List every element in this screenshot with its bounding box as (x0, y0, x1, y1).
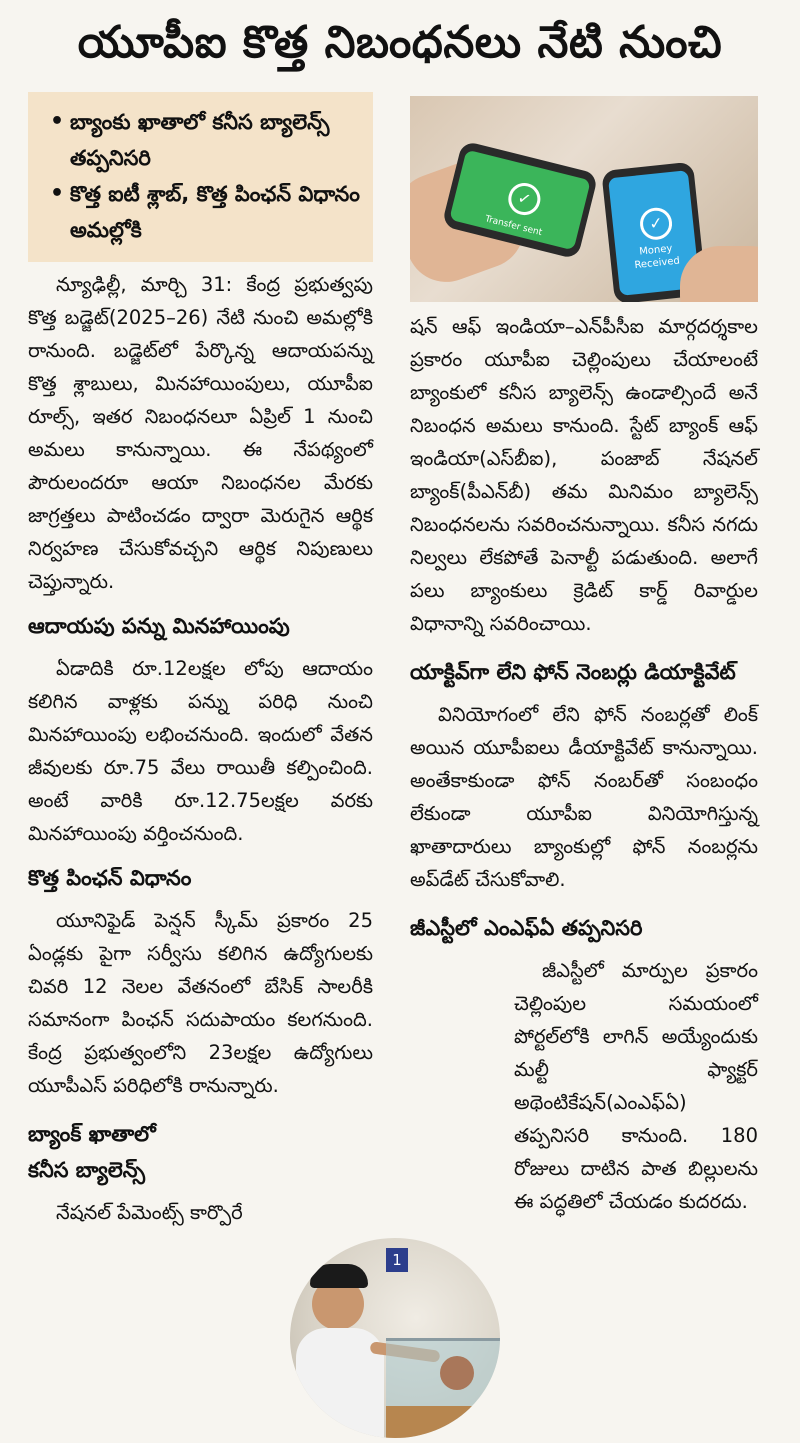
section-body: యూనిఫైడ్ పెన్షన్ స్కీమ్ ప్రకారం 25 ఏండ్లకు పైగా సర్వీసు కలిగిన ఉద్యోగులకు చివరి 12 నెలల వేతనంలో బేసిక్ సాలరీకి సమానంగా పింఛన్ సదుపాయం కలగనుంది. కేంద్ర ప్రభుత్వంలోని 23లక్షల ఉద్యోగులు యూపీఎస్ పరిధిలోకి రానున్నారు. (28, 909, 373, 1097)
phone-right-label: Money Received (633, 243, 681, 272)
customer-hair (310, 1264, 368, 1288)
checkmark-icon: ✓ (505, 180, 544, 219)
bullet-icon: • (50, 109, 65, 134)
highlight-text: బ్యాంకు ఖాతాలో కనీస బ్యాలెన్స్ తప్పనిసరి (70, 110, 330, 170)
section-heading: ఆదాయపు పన్ను మినహాయింపు (28, 614, 290, 638)
counter-desk (386, 1406, 500, 1438)
section-body: జీఎస్టీలో మార్పుల ప్రకారం చెల్లింపుల సమయంలో పోర్టల్‌లోకి లాగిన్ అయ్యేందుకు మల్టీ ఫ్యాక్టర్ అథెంటికేషన్(ఎంఎఫ్ఏ) తప్పనిసరి కానుంది. 180 రోజులు దాటిన పాత బిల్లులను ఈ పద్ధతిలో చేయడం కుదరదు. (514, 959, 758, 1213)
continuation-paragraph: షన్ ఆఫ్ ఇండియా–ఎన్‌పీసీఐ మార్గదర్శకాల ప్రకారం యూపీఐ చెల్లింపులు చేయాలంటే బ్యాంకులో కనీస బ్యాలెన్స్ ఉండాల్సిందే అనే నిబంధన అమలు కానుంది. స్టేట్ బ్యాంక్ ఆఫ్ ఇండియా(ఎస్‌బీఐ), పంజాబ్ నేషనల్ బ్యాంక్(పీఎన్‌బీ) తమ మినిమం బ్యాలెన్స్ నిబంధనలను సవరించనున్నాయి. కనీస నగదు నిల్వలు లేకపోతే పెనాల్టీ పడుతుంది. అలాగే పలు బ్యాంకులు క్రెడిట్ కార్డ్ రివార్డుల విధానాన్ని సవరించాయి. (410, 315, 758, 635)
highlight-text: కొత్త ఐటీ శ్లాబ్, కొత్త పింఛన్ విధానం అమల్లోకి (70, 182, 360, 242)
section-body: వినియోగంలో లేని ఫోన్ నంబర్లతో లింక్ అయిన యూపీఐలు డీయాక్టివేట్ కానున్నాయి. అంతేకాకుండా ఫోన్ నంబర్‌తో సంబంధం లేకుండా యూపీఐ వినియోగిస్తున్న ఖాతాదారులు బ్యాంకుల్లో ఫోన్ నంబర్లను అప్‌డేట్ చేసుకోవాలి. (410, 703, 758, 891)
teller-head (440, 1356, 474, 1390)
highlight-item (50, 176, 361, 248)
intro-paragraph: న్యూఢిల్లీ, మార్చి 31: కేంద్ర ప్రభుత్వపు కొత్త బడ్జెట్(2025–26) నేటి నుంచి అమల్లోకి రానుంది. బడ్జెట్‌లో పేర్కొన్న ఆదాయపన్ను కొత్త శ్లాబులు, మినహాయింపులు, యూపీఐ రూల్స్, ఇతర నిబంధనలూ ఏప్రిల్ 1 నుంచి అమలు కానున్నాయి. ఈ నేపథ్యంలో పౌరులందరూ ఆయా నిబంధనల మేరకు జాగ్రత్తలు పాటించడం ద్వారా మెరుగైన ఆర్థిక నిర్వహణ చేసుకోవచ్చని ఆర్థిక నిపుణులు చెప్తున్నారు. (28, 273, 373, 593)
section-heading: కొత్త పింఛన్ విధానం (28, 866, 192, 890)
phone-left-label: Transfer sent (483, 214, 544, 239)
counter-number-sign: 1 (386, 1248, 408, 1272)
bank-section-body: నేషనల్ పేమెంట్స్ కార్పొరే (56, 1201, 243, 1224)
section-heading: జీఎస్టీలో ఎంఎఫ్ఏ తప్పనిసరి (410, 916, 643, 940)
bank-heading-line: కనీస బ్యాలెన్స్ (28, 1158, 146, 1182)
headline: యూపీఐ కొత్త నిబంధనలు నేటి నుంచి (77, 17, 723, 68)
bank-heading-line: బ్యాంక్ ఖాతాలో (28, 1122, 156, 1146)
phones-photo (410, 96, 758, 302)
highlight-item (50, 104, 361, 176)
bank-section-heading (28, 1116, 258, 1188)
bullet-icon: • (50, 181, 65, 206)
section-body: ఏడాదికి రూ.12లక్షల లోపు ఆదాయం కలిగిన వాళ్లకు పన్ను పరిధి నుంచి మినహాయింపు లభించనుంది. ఇందులో వేతన జీవులకు రూ.75 వేలు రాయితీ కల్పించింది. అంటే వారికి రూ.12.75లక్షల వరకు మినహాయింపు వర్తించనుంది. (28, 657, 373, 845)
highlight-box (28, 92, 373, 262)
left-column (28, 92, 373, 1229)
right-column (410, 96, 758, 1218)
bank-counter-photo (290, 1238, 500, 1438)
section-heading: యాక్టివ్‌గా లేని ఫోన్ నెంబర్లు డియాక్టివేట్ (410, 660, 736, 684)
checkmark-icon: ✓ (638, 206, 673, 241)
